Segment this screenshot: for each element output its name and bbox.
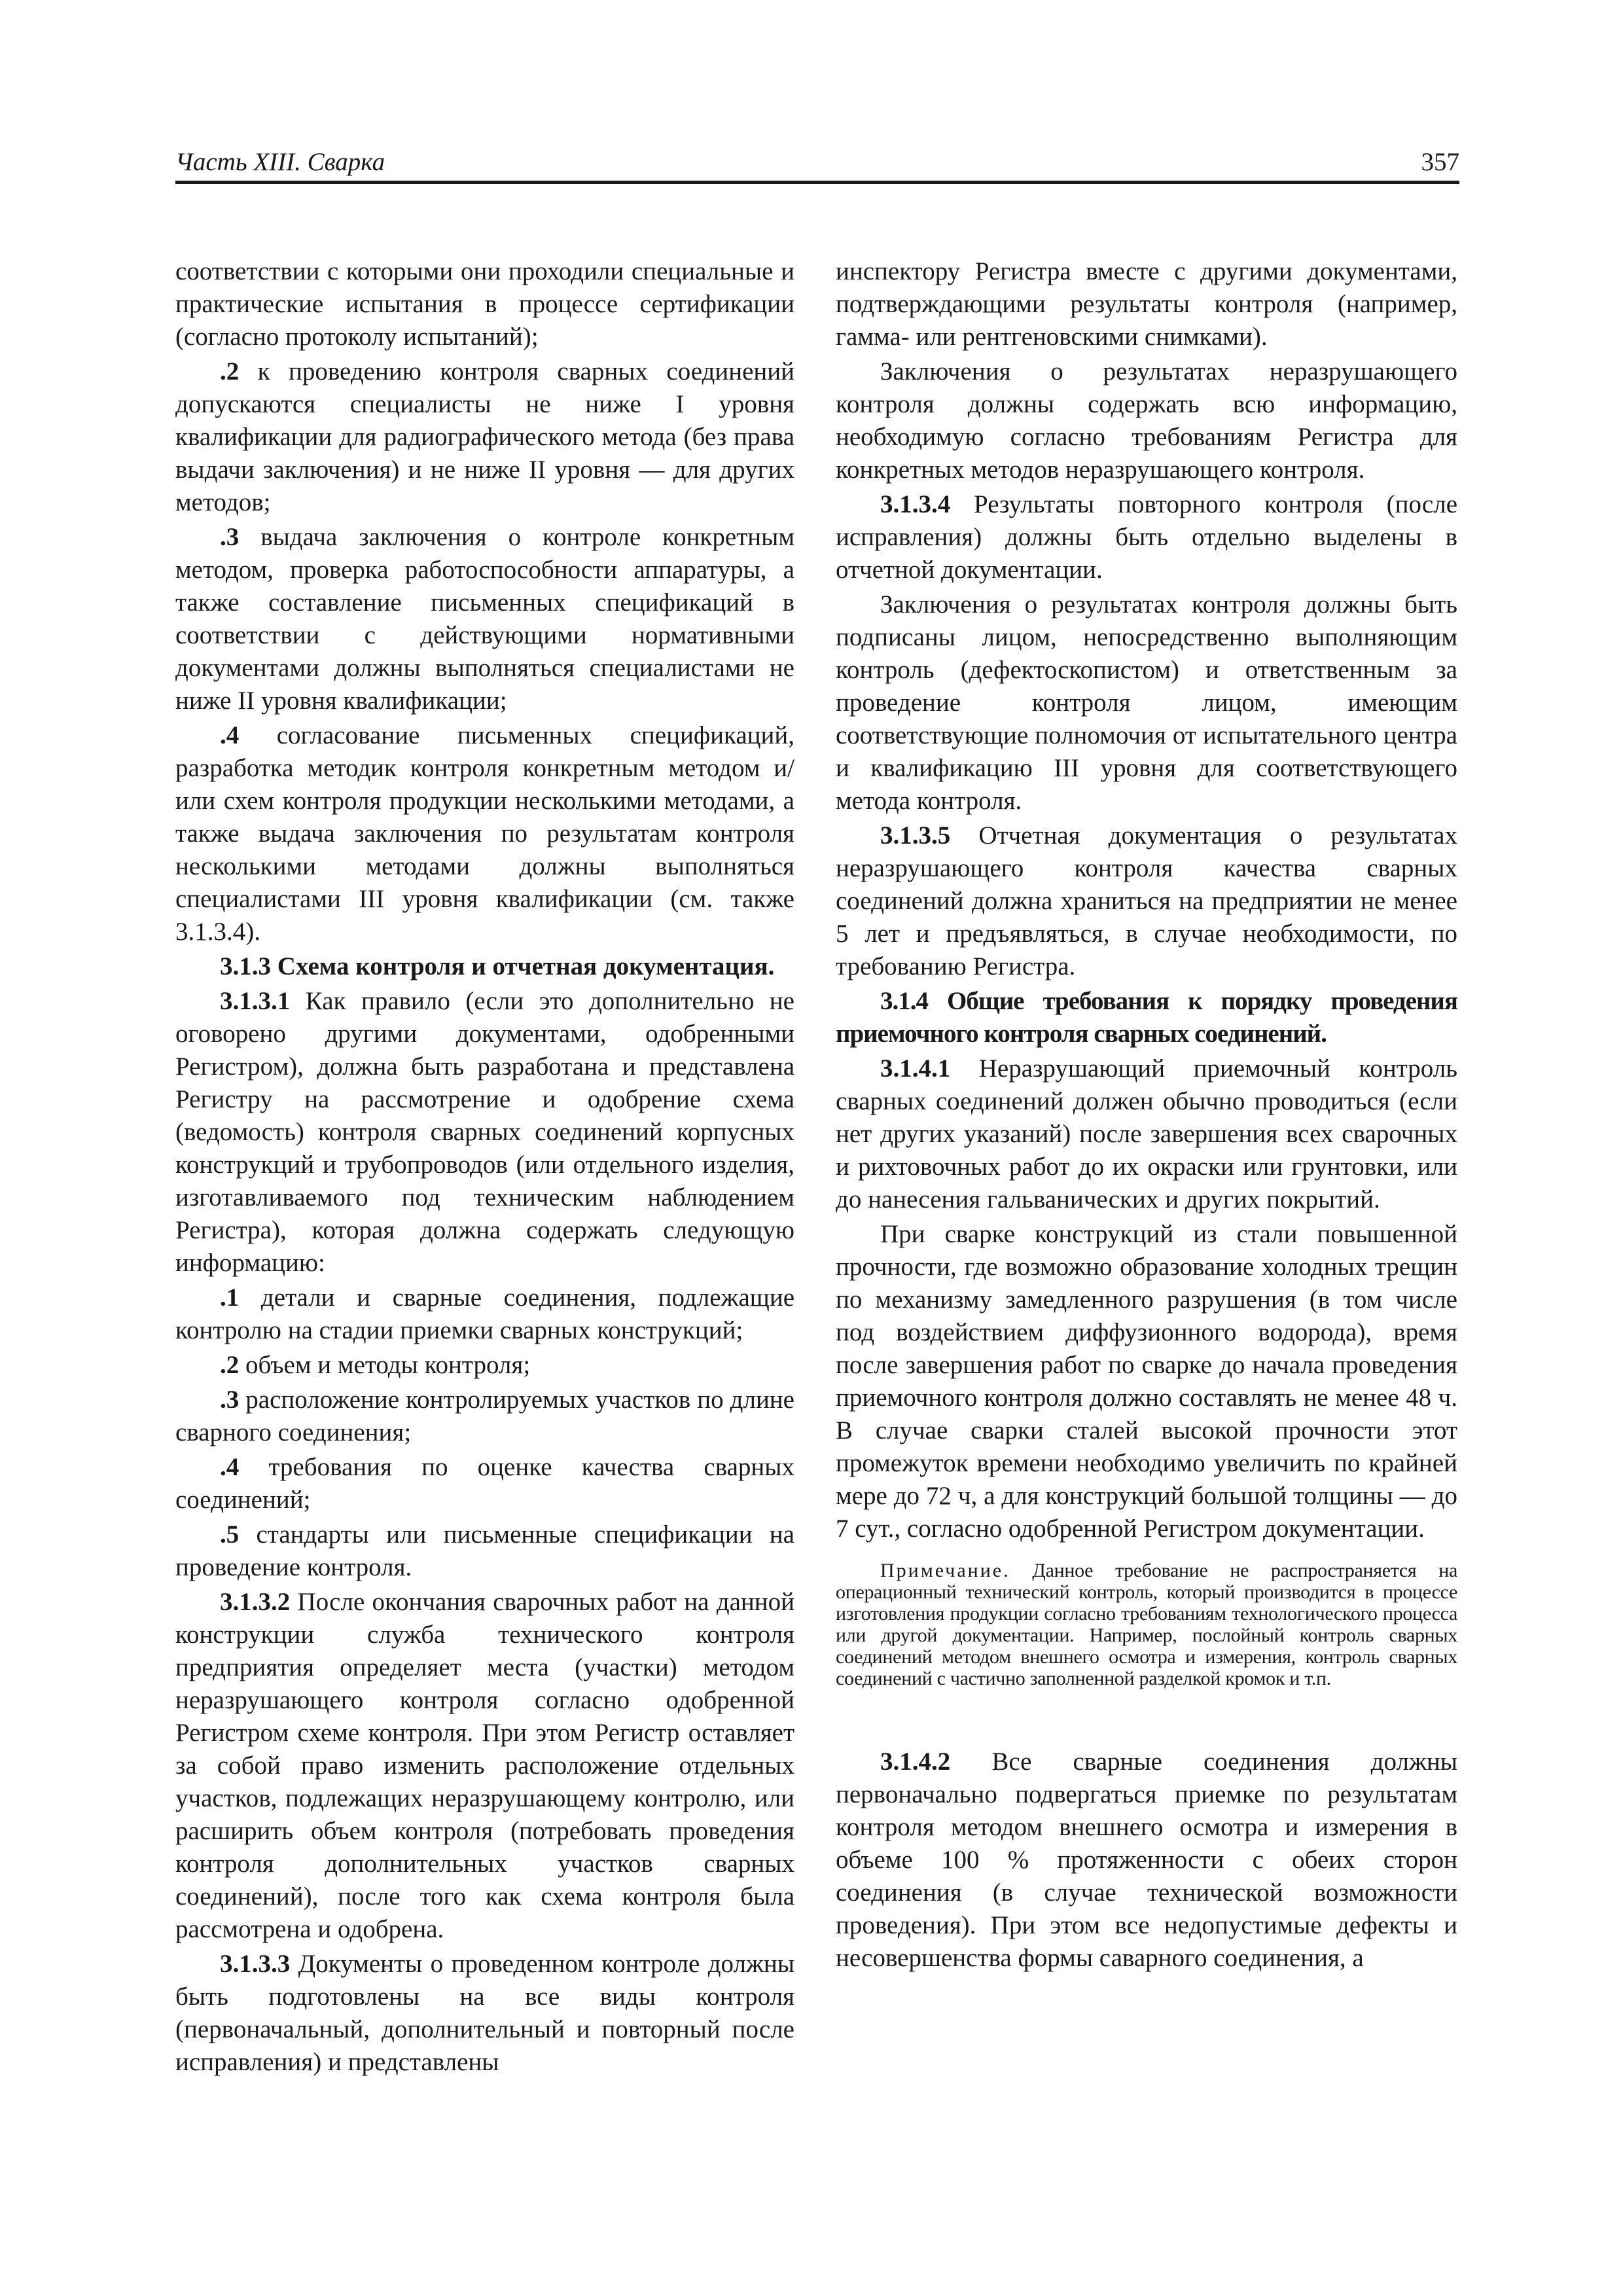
clause-text: Результаты повторного контроля (после исправления) должны быть отдельно выделены в отчетной документации. [836,490,1457,584]
item-number: .5 [220,1520,240,1549]
item-number: .3 [220,523,240,551]
clause-number: 3.1.4.1 [880,1054,951,1083]
list-item [175,719,794,948]
clause-3-1-3-2 [175,1586,794,1946]
list-item [175,1282,794,1347]
clause-3-1-3-1 [175,985,794,1280]
clause-number: 3.1.3.1 [220,987,291,1015]
note-label: Примечание. [880,1560,1010,1581]
clause-3-1-3-4 [836,488,1457,586]
clause-number: 3.1.3.5 [880,821,951,850]
item-number: .4 [220,721,240,749]
list-item [175,521,794,717]
left-column [175,255,794,2081]
list-item [175,1349,794,1382]
running-title: Часть XIII. Сварка [175,148,385,176]
clause-text: Документы о проведенном контроле должны быть подготовлены на все виды контроля (первоначальный, дополнительный и повторный после исправления) и представлены [175,1950,794,2076]
paragraph: соответствии с которыми они проходили специальные и практические испытания в процессе сертификации (согласно протоколу испытаний); [175,257,794,351]
section-heading-3-1-3: 3.1.3 Схема контроля и отчетная документация. [220,952,775,980]
item-text: требования по оценке качества сварных соединений; [175,1453,794,1514]
paragraph: инспектору Регистра вместе с другими документами, подтверждающими результаты контроля (например, гамма- или рентгеновскими снимками). [836,257,1457,351]
clause-number: 3.1.4.2 [880,1748,951,1776]
item-text: детали и сварные соединения, подлежащие контролю на стадии приемки сварных конструкций; [175,1283,794,1344]
clause-number: 3.1.3.4 [880,490,951,518]
page-number: 357 [1421,148,1459,176]
section-heading-3-1-4: 3.1.4 Общие требования к порядку проведения приемочного контроля сварных соединений. [836,987,1457,1048]
item-number: .2 [220,1351,240,1379]
page-header [175,141,1459,184]
clause-text: После окончания сварочных работ на данной конструкции служба технического контроля предприятия определяет места (участки) методом неразрушающего контроля согласно одобренной Регистром схеме контроля. При этом Регистр оставляет за собой право изменить расположение отдельных участков, подлежащих неразрушающему контролю, или расширить объем контроля (потребовать проведения контроля дополнительных участков сварных соединений), после того как схема контроля была рассмотрена и одобрена. [175,1588,794,1943]
clause-3-1-3-5 [836,819,1457,983]
paragraph: Заключения о результатах неразрушающего контроля должны содержать всю информацию, необходимую согласно требованиям Регистра для конкретных методов неразрушающего контроля. [836,357,1457,484]
clause-text: Все сварные соединения должны первоначально подвергаться приемке по результатам контроля методом внешнего осмотра и измерения в объеме 100 % протяженности с обеих сторон соединения (в случае технической возможности проведения). При этом все недопустимые дефекты и несовершенства формы саварного соединения, а [836,1748,1457,1972]
clause-text: Отчетная документация о результатах неразрушающего контроля качества сварных соединений должна храниться на предприятии не менее 5 лет и предъявляться, в случае необходимости, по требованию Регистра. [836,821,1457,980]
clause-3-1-4-2 [836,1746,1457,1975]
item-number: .4 [220,1453,240,1481]
item-number: .2 [220,357,240,386]
note-text: Данное требование не распространяется на операционный технический контроль, который производится в процессе изготовления продукции согласно требованиям технологического процесса или другой документации. Например, послойный контроль сварных соединений методом внешнего осмотра и измерения, контроль сварных соединений с частично заполненной разделкой кромок и т.п. [836,1560,1457,1689]
item-text: стандарты или письменные спецификации на проведение контроля. [175,1520,794,1581]
note [836,1560,1457,1689]
item-text: расположение контролируемых участков по длине сварного соединения; [175,1386,794,1446]
clause-number: 3.1.3.3 [220,1950,291,1978]
paragraph: Заключения о результатах контроля должны быть подписаны лицом, непосредственно выполняющим контроль (дефектоскопистом) и ответственным за проведение контроля лицом, имеющим соответствующие полномочия от испытательного центра и квалификацию III уровня для соответствующего метода контроля. [836,590,1457,815]
clause-number: 3.1.3.2 [220,1588,291,1616]
item-text: согласование письменных спецификаций, разработка методик контроля конкретным методом и/или схем контроля продукции несколькими методами, а также выдача заключения по результатам контроля несколькими методами должны выполняться специалистами III уровня квалификации (см. также 3.1.3.4). [175,721,794,946]
right-column [836,255,1457,1977]
item-text: выдача заключения о контроле конкретным методом, проверка работоспособности аппаратуры, а также составление письменных спецификаций в соответствии с действующими нормативными документами должны выполняться специалистами не ниже II уровня квалификации; [175,523,794,715]
list-item [175,1518,794,1584]
item-text: к проведению контроля сварных соединений допускаются специалисты не ниже I уровня квалификации для радиографического метода (без права выдачи заключения) и не ниже II уровня — для других методов; [175,357,794,516]
paragraph: При сварке конструкций из стали повышенной прочности, где возможно образование холодных трещин по механизму замедленного разрушения (в том числе под воздействием диффузионного водорода), время после завершения работ по сварке до начала проведения приемочного контроля должно составлять не менее 48 ч. В случае сварки сталей высокой прочности этот промежуток времени необходимо увеличить по крайней мере до 72 ч, а для конструкций большой толщины — до 7 сут., согласно одобренной Регистром документации. [836,1220,1457,1543]
item-number: .3 [220,1386,240,1414]
clause-3-1-4-1 [836,1052,1457,1216]
list-item [175,1384,794,1449]
item-number: .1 [220,1283,240,1312]
clause-text: Как правило (если это дополнительно не оговорено другими документами, одобренными Регистром), должна быть разработана и представлена Регистру на рассмотрение и одобрение схема (ведомость) контроля сварных соединений корпусных конструкций и трубопроводов (или отдельного изделия, изготавливаемого под техническим наблюдением Регистра), которая должна содержать следующую информацию: [175,987,794,1277]
list-item [175,1451,794,1516]
clause-text: Неразрушающий приемочный контроль сварных соединений должен обычно проводиться (если нет других указаний) после завершения всех сварочных и рихтовочных работ до их окраски или грунтовки, или до нанесения гальванических и других покрытий. [836,1054,1457,1213]
list-item [175,355,794,519]
item-text: объем и методы контроля; [239,1351,531,1379]
clause-3-1-3-3 [175,1948,794,2079]
